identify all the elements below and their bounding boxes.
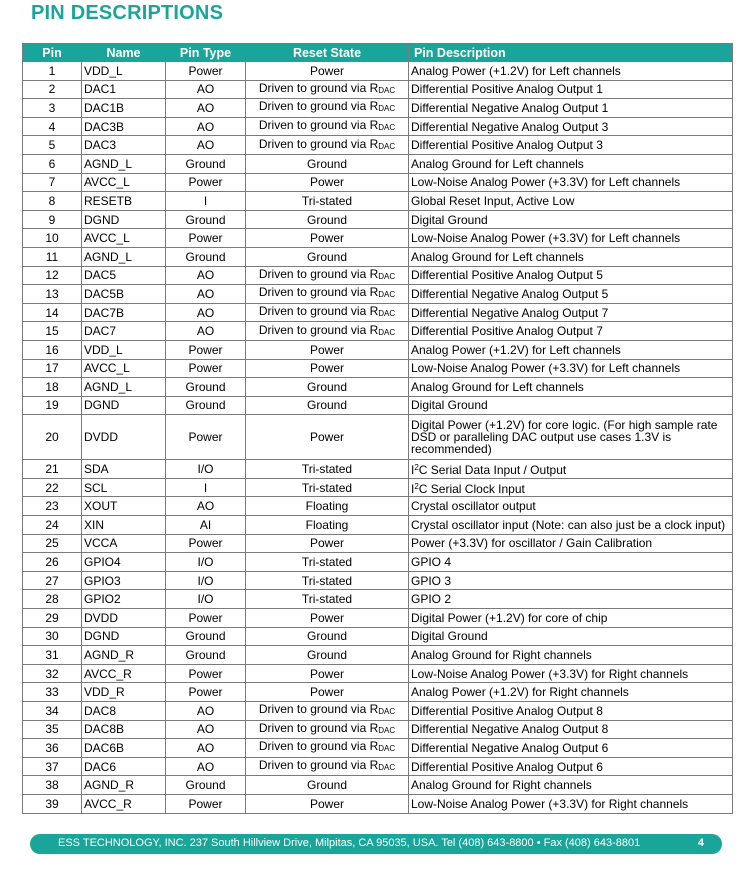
- reset-state: Ground: [246, 627, 409, 646]
- reset-state: Ground: [246, 154, 409, 173]
- pin-number: 3: [23, 99, 82, 118]
- pin-name: AVCC_R: [82, 664, 166, 683]
- pin-type: Power: [166, 609, 246, 628]
- pin-type: AO: [166, 303, 246, 322]
- pin-number: 36: [23, 739, 82, 758]
- pin-number: 6: [23, 154, 82, 173]
- pin-description: Digital Ground: [409, 396, 733, 415]
- reset-state-subscript: DAC: [378, 123, 396, 133]
- pin-description: Differential Positive Analog Output 7: [409, 322, 733, 341]
- table-row: [23, 627, 733, 646]
- reset-state-subscript: DAC: [378, 309, 396, 319]
- reset-state-subscript: DAC: [378, 744, 396, 754]
- table-row: [23, 415, 733, 460]
- table-row: [23, 303, 733, 322]
- pin-name: AGND_R: [82, 646, 166, 665]
- pin-description: Analog Ground for Left channels: [409, 247, 733, 266]
- table-row: [23, 720, 733, 739]
- pin-number: 13: [23, 285, 82, 304]
- table-row: [23, 210, 733, 229]
- pin-number: 23: [23, 497, 82, 516]
- pin-type: AI: [166, 516, 246, 535]
- reset-state: Ground: [246, 776, 409, 795]
- pin-name: DAC1B: [82, 99, 166, 118]
- table-row: [23, 757, 733, 776]
- reset-state: [246, 117, 409, 136]
- reset-state: Floating: [246, 516, 409, 535]
- table-row: [23, 664, 733, 683]
- pin-number: 17: [23, 359, 82, 378]
- reset-state: [246, 702, 409, 721]
- pin-type: Power: [166, 229, 246, 248]
- pin-name: DGND: [82, 210, 166, 229]
- reset-state-text: Driven to ground via R: [258, 702, 379, 717]
- pin-description: Analog Ground for Left channels: [409, 154, 733, 173]
- table-row: [23, 590, 733, 609]
- reset-state: Power: [246, 683, 409, 702]
- pin-type: AO: [166, 266, 246, 285]
- pin-number: 25: [23, 534, 82, 553]
- pin-number: 22: [23, 478, 82, 497]
- pin-name: DGND: [82, 396, 166, 415]
- reset-state-subscript: DAC: [378, 707, 396, 717]
- pin-number: 39: [23, 794, 82, 813]
- reset-state-subscript: DAC: [378, 104, 396, 114]
- reset-state-text: Driven to ground via R: [258, 118, 379, 133]
- reset-state-text: Driven to ground via R: [258, 720, 379, 735]
- pin-name: DAC6B: [82, 739, 166, 758]
- pin-name: XOUT: [82, 497, 166, 516]
- pin-type: AO: [166, 322, 246, 341]
- pin-type: AO: [166, 80, 246, 99]
- pin-number: 12: [23, 266, 82, 285]
- table-row: [23, 136, 733, 155]
- pin-description: Differential Positive Analog Output 8: [409, 702, 733, 721]
- table-row: [23, 266, 733, 285]
- header-name: Name: [82, 44, 166, 62]
- pin-name: VDD_R: [82, 683, 166, 702]
- pin-description: Differential Positive Analog Output 3: [409, 136, 733, 155]
- reset-state-subscript: DAC: [378, 763, 396, 773]
- pin-description: Digital Ground: [409, 210, 733, 229]
- pin-number: 30: [23, 627, 82, 646]
- pin-type: Ground: [166, 776, 246, 795]
- pin-number: 5: [23, 136, 82, 155]
- reset-state: Power: [246, 229, 409, 248]
- pin-number: 11: [23, 247, 82, 266]
- pin-type: AO: [166, 497, 246, 516]
- pin-description: Analog Power (+1.2V) for Left channels: [409, 62, 733, 81]
- reset-state: [246, 322, 409, 341]
- pin-description: Low-Noise Analog Power (+3.3V) for Right channels: [409, 664, 733, 683]
- pin-description: Digital Ground: [409, 627, 733, 646]
- reset-state-text: Driven to ground via R: [258, 80, 379, 95]
- reset-state-text: Driven to ground via R: [258, 304, 379, 319]
- pin-description: Differential Negative Analog Output 7: [409, 303, 733, 322]
- pin-description: Differential Negative Analog Output 8: [409, 720, 733, 739]
- description-superscript: 2: [414, 481, 419, 491]
- table-row: [23, 683, 733, 702]
- pin-type: I/O: [166, 553, 246, 572]
- reset-state: [246, 739, 409, 758]
- reset-state: Tri-stated: [246, 478, 409, 497]
- reset-state: Tri-stated: [246, 571, 409, 590]
- reset-state: Tri-stated: [246, 460, 409, 479]
- reset-state-subscript: DAC: [378, 327, 396, 337]
- pin-name: AVCC_R: [82, 794, 166, 813]
- reset-state-text: Driven to ground via R: [258, 322, 379, 337]
- pin-description: Low-Noise Analog Power (+3.3V) for Right channels: [409, 794, 733, 813]
- table-row: [23, 776, 733, 795]
- pin-type: AO: [166, 285, 246, 304]
- pin-description: Digital Power (+1.2V) for core logic. (For high sample rate DSD or paralleling DAC output use cases 1.3V is recommended): [409, 415, 733, 460]
- pin-name: DAC7: [82, 322, 166, 341]
- pin-name: DAC8B: [82, 720, 166, 739]
- table-row: [23, 117, 733, 136]
- pin-type: Power: [166, 62, 246, 81]
- pin-description: Differential Positive Analog Output 6: [409, 757, 733, 776]
- reset-state: [246, 285, 409, 304]
- pin-name: DAC6: [82, 757, 166, 776]
- reset-state: Tri-stated: [246, 553, 409, 572]
- reset-state: Power: [246, 664, 409, 683]
- pin-name: DAC1: [82, 80, 166, 99]
- footer-company-address: ESS TECHNOLOGY, INC. 237 South Hillview Drive, Milpitas, CA 95035, USA. Tel (408) 643-8800 • Fax (408) 643-8801: [58, 837, 641, 849]
- reset-state-subscript: DAC: [378, 141, 396, 151]
- pin-name: GPIO4: [82, 553, 166, 572]
- reset-state: Power: [246, 609, 409, 628]
- table-row: [23, 359, 733, 378]
- description-prefix: I: [411, 481, 415, 496]
- reset-state: Ground: [246, 378, 409, 397]
- reset-state: [246, 720, 409, 739]
- pin-type: Power: [166, 173, 246, 192]
- table-row: [23, 609, 733, 628]
- pin-name: AVCC_L: [82, 359, 166, 378]
- pin-type: AO: [166, 757, 246, 776]
- pin-type: Power: [166, 415, 246, 460]
- pin-description: GPIO 3: [409, 571, 733, 590]
- pin-type: Ground: [166, 154, 246, 173]
- pin-name: AGND_R: [82, 776, 166, 795]
- pin-number: 18: [23, 378, 82, 397]
- table-row: [23, 571, 733, 590]
- table-row: [23, 378, 733, 397]
- pin-type: Power: [166, 683, 246, 702]
- description-text: C Serial Data Input / Output: [418, 463, 567, 478]
- pin-name: AVCC_L: [82, 229, 166, 248]
- pin-type: Power: [166, 340, 246, 359]
- pin-type: Ground: [166, 627, 246, 646]
- pin-number: 24: [23, 516, 82, 535]
- table-row: [23, 229, 733, 248]
- pin-number: 4: [23, 117, 82, 136]
- table-row: [23, 516, 733, 535]
- reset-state: Tri-stated: [246, 192, 409, 211]
- reset-state-text: Driven to ground via R: [258, 99, 379, 114]
- pin-number: 33: [23, 683, 82, 702]
- pin-name: XIN: [82, 516, 166, 535]
- description-prefix: I: [411, 463, 415, 478]
- pin-name: DAC5B: [82, 285, 166, 304]
- pin-description: Differential Negative Analog Output 6: [409, 739, 733, 758]
- pin-description: Low-Noise Analog Power (+3.3V) for Left channels: [409, 229, 733, 248]
- pin-type: Ground: [166, 210, 246, 229]
- pin-number: 35: [23, 720, 82, 739]
- pin-number: 9: [23, 210, 82, 229]
- pin-type: I: [166, 478, 246, 497]
- pin-description: Low-Noise Analog Power (+3.3V) for Left channels: [409, 173, 733, 192]
- pin-name: SCL: [82, 478, 166, 497]
- pin-name: DAC3: [82, 136, 166, 155]
- pin-type: AO: [166, 720, 246, 739]
- table-row: [23, 646, 733, 665]
- pin-number: 2: [23, 80, 82, 99]
- pin-name: DAC3B: [82, 117, 166, 136]
- pin-number: 14: [23, 303, 82, 322]
- pin-description: Analog Power (+1.2V) for Right channels: [409, 683, 733, 702]
- pin-name: AVCC_L: [82, 173, 166, 192]
- pin-type: Ground: [166, 247, 246, 266]
- table-row: [23, 553, 733, 572]
- pin-type: AO: [166, 136, 246, 155]
- reset-state: Power: [246, 534, 409, 553]
- pin-type: Ground: [166, 646, 246, 665]
- reset-state-subscript: DAC: [378, 271, 396, 281]
- header-pin: Pin: [23, 44, 82, 62]
- pin-number: 26: [23, 553, 82, 572]
- pin-type: Power: [166, 664, 246, 683]
- reset-state: Power: [246, 173, 409, 192]
- pin-description: Digital Power (+1.2V) for core of chip: [409, 609, 733, 628]
- pin-type: Ground: [166, 396, 246, 415]
- reset-state-subscript: DAC: [378, 290, 396, 300]
- pin-type: I/O: [166, 460, 246, 479]
- reset-state: Ground: [246, 646, 409, 665]
- table-row: [23, 62, 733, 81]
- reset-state-subscript: DAC: [378, 725, 396, 735]
- pin-number: 7: [23, 173, 82, 192]
- pin-number: 16: [23, 340, 82, 359]
- reset-state: Ground: [246, 247, 409, 266]
- pin-type: I: [166, 192, 246, 211]
- pin-name: VCCA: [82, 534, 166, 553]
- table-row: [23, 534, 733, 553]
- pin-type: Ground: [166, 378, 246, 397]
- reset-state: Tri-stated: [246, 590, 409, 609]
- table-row: [23, 340, 733, 359]
- description-text: C Serial Clock Input: [418, 481, 525, 496]
- reset-state: [246, 99, 409, 118]
- pin-type: Power: [166, 794, 246, 813]
- table-row: [23, 497, 733, 516]
- pin-description: Differential Positive Analog Output 5: [409, 266, 733, 285]
- table-row: [23, 739, 733, 758]
- table-header-row: [23, 44, 733, 62]
- table-row: [23, 285, 733, 304]
- pin-description: Crystal oscillator output: [409, 497, 733, 516]
- pin-name: GPIO3: [82, 571, 166, 590]
- page-footer: [30, 834, 722, 854]
- pin-description: [409, 478, 733, 497]
- pin-number: 32: [23, 664, 82, 683]
- pin-name: DAC8: [82, 702, 166, 721]
- pin-name: AGND_L: [82, 378, 166, 397]
- reset-state: Power: [246, 794, 409, 813]
- pin-name: DAC5: [82, 266, 166, 285]
- pin-type: I/O: [166, 590, 246, 609]
- pin-description: [409, 460, 733, 479]
- pin-description: Low-Noise Analog Power (+3.3V) for Left channels: [409, 359, 733, 378]
- pin-type: AO: [166, 99, 246, 118]
- reset-state: Ground: [246, 210, 409, 229]
- pin-description: Crystal oscillator input (Note: can also just be a clock input): [409, 516, 733, 535]
- pin-name: VDD_L: [82, 340, 166, 359]
- pin-description: Differential Negative Analog Output 5: [409, 285, 733, 304]
- pin-name: DGND: [82, 627, 166, 646]
- pin-name: AGND_L: [82, 154, 166, 173]
- table-row: [23, 99, 733, 118]
- pin-number: 19: [23, 396, 82, 415]
- table-row: [23, 460, 733, 479]
- pin-name: DVDD: [82, 415, 166, 460]
- reset-state: Ground: [246, 396, 409, 415]
- pin-name: VDD_L: [82, 62, 166, 81]
- reset-state-text: Driven to ground via R: [258, 758, 379, 773]
- reset-state: [246, 757, 409, 776]
- pin-type: AO: [166, 739, 246, 758]
- pin-type: Power: [166, 359, 246, 378]
- header-pin-description: Pin Description: [409, 44, 733, 62]
- reset-state-text: Driven to ground via R: [258, 739, 379, 754]
- pin-type: Power: [166, 534, 246, 553]
- table-row: [23, 322, 733, 341]
- pin-type: AO: [166, 117, 246, 136]
- pin-number: 29: [23, 609, 82, 628]
- pin-type: AO: [166, 702, 246, 721]
- table-row: [23, 794, 733, 813]
- pin-number: 1: [23, 62, 82, 81]
- table-row: [23, 154, 733, 173]
- pin-number: 21: [23, 460, 82, 479]
- reset-state-text: Driven to ground via R: [258, 285, 379, 300]
- pin-description: Analog Ground for Right channels: [409, 646, 733, 665]
- pin-name: DAC7B: [82, 303, 166, 322]
- pin-name: GPIO2: [82, 590, 166, 609]
- page-number: 4: [697, 837, 704, 849]
- reset-state: Power: [246, 340, 409, 359]
- pin-descriptions-table: [22, 43, 733, 814]
- table-row: [23, 247, 733, 266]
- description-superscript: 2: [414, 463, 419, 473]
- table-row: [23, 702, 733, 721]
- table-row: [23, 192, 733, 211]
- table-body: [23, 62, 733, 814]
- pin-description: Global Reset Input, Active Low: [409, 192, 733, 211]
- table-row: [23, 478, 733, 497]
- pin-number: 37: [23, 757, 82, 776]
- pin-number: 15: [23, 322, 82, 341]
- pin-description: GPIO 4: [409, 553, 733, 572]
- pin-number: 28: [23, 590, 82, 609]
- reset-state: Power: [246, 62, 409, 81]
- reset-state: Floating: [246, 497, 409, 516]
- pin-name: SDA: [82, 460, 166, 479]
- reset-state-text: Driven to ground via R: [258, 266, 379, 281]
- pin-description: Differential Positive Analog Output 1: [409, 80, 733, 99]
- pin-number: 38: [23, 776, 82, 795]
- reset-state: [246, 303, 409, 322]
- header-reset-state: Reset State: [246, 44, 409, 62]
- pin-name: AGND_L: [82, 247, 166, 266]
- reset-state: [246, 266, 409, 285]
- reset-state: [246, 136, 409, 155]
- pin-description: GPIO 2: [409, 590, 733, 609]
- table-row: [23, 173, 733, 192]
- pin-name: RESETB: [82, 192, 166, 211]
- pin-number: 27: [23, 571, 82, 590]
- table-row: [23, 80, 733, 99]
- pin-description: Differential Negative Analog Output 1: [409, 99, 733, 118]
- pin-number: 34: [23, 702, 82, 721]
- reset-state-subscript: DAC: [378, 85, 396, 95]
- pin-description: Analog Ground for Right channels: [409, 776, 733, 795]
- reset-state-text: Driven to ground via R: [258, 136, 379, 151]
- pin-name: DVDD: [82, 609, 166, 628]
- reset-state: Power: [246, 415, 409, 460]
- reset-state: Power: [246, 359, 409, 378]
- pin-description: Power (+3.3V) for oscillator / Gain Calibration: [409, 534, 733, 553]
- pin-description: Differential Negative Analog Output 3: [409, 117, 733, 136]
- pin-number: 8: [23, 192, 82, 211]
- pin-type: I/O: [166, 571, 246, 590]
- reset-state: [246, 80, 409, 99]
- pin-description: Analog Ground for Left channels: [409, 378, 733, 397]
- page-title: PIN DESCRIPTIONS: [31, 2, 224, 24]
- table-row: [23, 396, 733, 415]
- pin-number: 31: [23, 646, 82, 665]
- header-pin-type: Pin Type: [166, 44, 246, 62]
- pin-number: 20: [23, 415, 82, 460]
- pin-number: 10: [23, 229, 82, 248]
- pin-description: Analog Power (+1.2V) for Left channels: [409, 340, 733, 359]
